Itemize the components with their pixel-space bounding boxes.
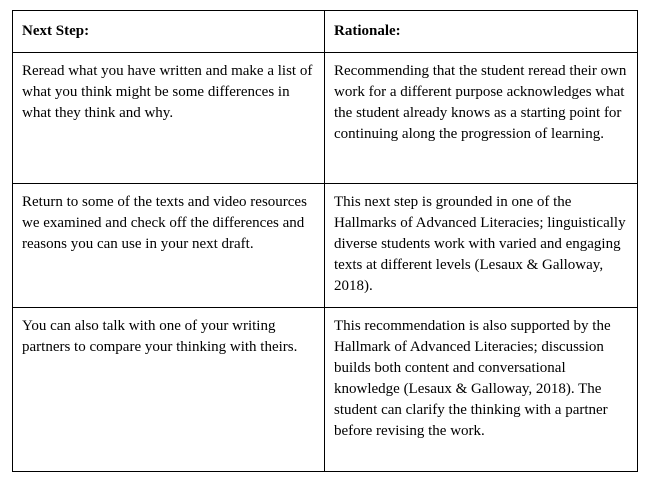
next-step-cell: You can also talk with one of your writing partners to compare your thinking with theirs. [13, 308, 325, 472]
table-row [13, 308, 638, 472]
table-header-row [13, 11, 638, 53]
next-step-cell: Return to some of the texts and video resources we examined and check off the differences and reasons you can use in your next draft. [13, 184, 325, 308]
header-next-step: Next Step: [13, 11, 325, 53]
table-row [13, 184, 638, 308]
rationale-cell: This recommendation is also supported by the Hallmark of Advanced Literacies; discussion builds both content and conversational knowledge (Lesaux & Galloway, 2018). The student can clarify the thinking with a partner before revising the work. [325, 308, 638, 472]
next-step-cell: Reread what you have written and make a list of what you think might be some differences in what they think and why. [13, 53, 325, 184]
header-rationale: Rationale: [325, 11, 638, 53]
next-steps-table [12, 10, 638, 472]
rationale-cell: This next step is grounded in one of the Hallmarks of Advanced Literacies; linguistically diverse students work with varied and engaging texts at different levels (Lesaux & Galloway, 2018). [325, 184, 638, 308]
table-row [13, 53, 638, 184]
rationale-cell: Recommending that the student reread their own work for a different purpose acknowledges what the student already knows as a starting point for continuing along the progression of learning. [325, 53, 638, 184]
